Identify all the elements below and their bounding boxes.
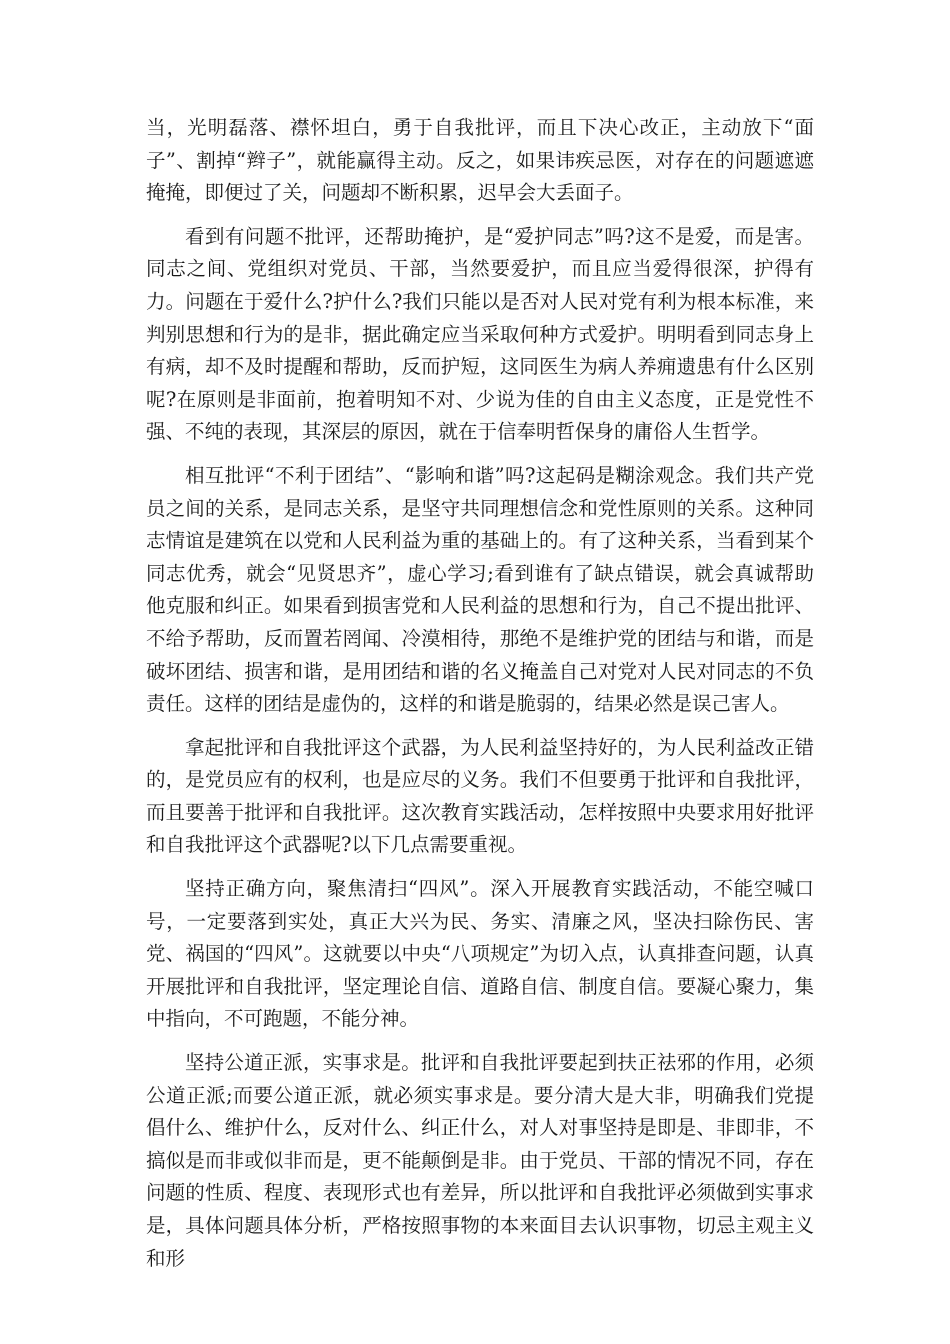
paragraph-3: 相互批评“不利于团结”、“影响和谐”吗?这起码是糊涂观念。我们共产党员之间的关系，是同志关系，是坚守共同理想信念和党性原则的关系。这种同志情谊是建筑在以党和人民利益为重的基础上的。有了这种关系，当看到某个同志优秀，就会“见贤思齐”，虚心学习;看到谁有了缺点错误，就会真诚帮助他克服和纠正。如果看到损害党和人民利益的思想和行为，自己不提出批评、不给予帮助，反而置若罔闻、冷漠相待，那绝不是维护党的团结与和谐，而是破坏团结、损害和谐，是用团结和谐的名义掩盖自己对党对人民对同志的不负责任。这样的团结是虚伪的，这样的和谐是脆弱的，结果必然是误己害人。 [146,463,814,716]
document-body [146,112,814,1286]
paragraph-2: 看到有问题不批评，还帮助掩护，是“爱护同志”吗?这不是爱，而是害。同志之间、党组织对党员、干部，当然要爱护，而且应当爱得很深，护得有力。问题在于爱什么?护什么?我们只能以是否对人民对党有利为根本标准，来判别思想和行为的是非，据此确定应当采取何种方式爱护。明明看到同志身上有病，却不及时提醒和帮助，反而护短，这同医生为病人养痈遗患有什么区别呢?在原则是非面前，抱着明知不对、少说为佳的自由主义态度，正是党性不强、不纯的表现，其深层的原因，就在于信奉明哲保身的庸俗人生哲学。 [146,224,814,444]
paragraph-5: 坚持正确方向，聚焦清扫“四风”。深入开展教育实践活动，不能空喊口号，一定要落到实处，真正大兴为民、务实、清廉之风，坚决扫除伤民、害党、祸国的“四风”。这就要以中央“八项规定”为切入点，认真排查问题，认真开展批评和自我批评，坚定理论自信、道路自信、制度自信。要凝心聚力，集中指向，不可跑题，不能分神。 [146,877,814,1031]
paragraph-4: 拿起批评和自我批评这个武器，为人民利益坚持好的，为人民利益改正错的，是党员应有的权利，也是应尽的义务。我们不但要勇于批评和自我批评，而且要善于批评和自我批评。这次教育实践活动，怎样按照中央要求用好批评和自我批评这个武器呢?以下几点需要重视。 [146,735,814,857]
paragraph-1: 当，光明磊落、襟怀坦白，勇于自我批评，而且下决心改正，主动放下“面子”、割掉“辫子”，就能赢得主动。反之，如果讳疾忌医，对存在的问题遮遮掩掩，即便过了关，问题却不断积累，迟早会大丢面子。 [146,116,814,205]
paragraph-6: 坚持公道正派，实事求是。批评和自我批评要起到扶正祛邪的作用，必须公道正派;而要公道正派，就必须实事求是。要分清大是大非，明确我们党提倡什么、维护什么，反对什么、纠正什么，对人对事坚持是即是、非即非，不搞似是而非或似非而是，更不能颠倒是非。由于党员、干部的情况不同，存在问题的性质、程度、表现形式也有差异，所以批评和自我批评必须做到实事求是，具体问题具体分析，严格按照事物的本来面目去认识事物，切忌主观主义和形 [146,1051,814,1270]
